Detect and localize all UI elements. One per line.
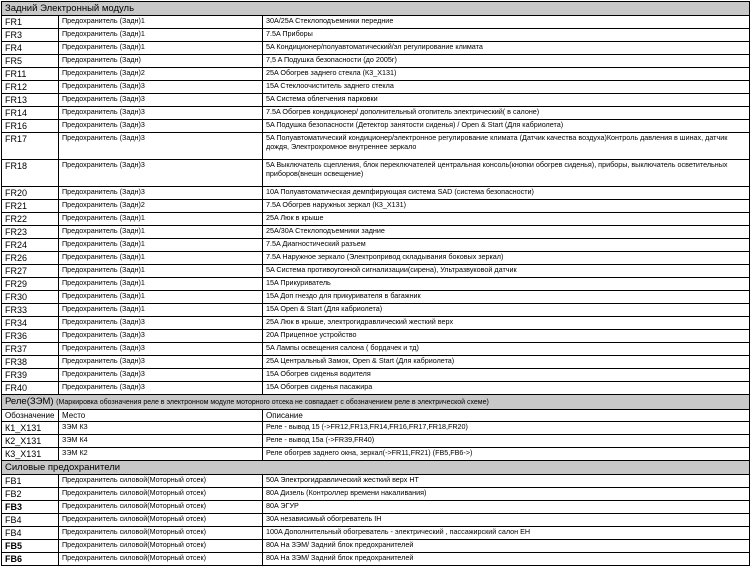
fuse-code: FR23 (2, 226, 59, 239)
section-title: Задний Электронный модуль (5, 3, 135, 14)
fuse-description: 25A Люк в крыше, электрогидравлический жесткий верх (263, 317, 750, 330)
power-fuse-row (2, 501, 750, 514)
fuse-description: 25A/30A Стеклоподъемники задние (263, 226, 750, 239)
column-header-place: Место (59, 410, 263, 422)
fuse-description: 15A Обогрев сиденья пасажира (263, 382, 750, 395)
section-title: Реле(ЗЭМ) (5, 396, 54, 407)
fuse-location: Предохранитель (Задн)3 (59, 81, 263, 94)
fuse-row (2, 133, 750, 160)
fuse-location: Предохранитель (Задн)3 (59, 369, 263, 382)
fuse-row (2, 382, 750, 395)
fuse-description: 100A Дополнительный обогреватель - электрический , пассажирский салон EH (263, 527, 750, 540)
fuse-code: FR30 (2, 291, 59, 304)
fuse-description: Реле - вывод 15a (->FR39,FR40) (263, 435, 750, 448)
fuse-location: Предохранитель (Задн)3 (59, 94, 263, 107)
fuse-row (2, 369, 750, 382)
fuse-description: 7.5A Диагностический разъем (263, 239, 750, 252)
fuse-code: К2_Х131 (2, 435, 59, 448)
fuse-code: FB3 (2, 501, 59, 514)
fuse-row (2, 55, 750, 68)
fuse-description: 50A Электрогидравлический жесткий верх HT (263, 475, 750, 488)
fuse-location: Предохранитель (Задн)3 (59, 133, 263, 160)
fuse-code: FR11 (2, 68, 59, 81)
fuse-description: 20A Прицепное устройство (263, 330, 750, 343)
fuse-description: 25A Центральный Замок, Open & Start (Для кабриолета) (263, 356, 750, 369)
fuse-location: Предохранитель (Задн)1 (59, 226, 263, 239)
section-title: Силовые предохранители (5, 462, 121, 473)
relay-row (2, 422, 750, 435)
fuse-description: 7.5A Обогрев наружных зеркал (К3_Х131) (263, 200, 750, 213)
fuse-description: 5A Полуавтоматический кондиционер/электронное регулирование климата (Датчик качества воздуха)Контроль давления в шинах, датчик дождя, Электрохромное внутреннее зеркало (263, 133, 750, 160)
section-power-fuses (2, 461, 750, 475)
fuse-description: 5A Выключатель сцепления, блок переключателей центральная консоль(кнопки обогрев сиденья), приборы, выключатель осветительных приборов(внешн освещение) (263, 160, 750, 187)
fuse-location: Предохранитель (Задн)3 (59, 107, 263, 120)
fuse-description: 7.5A Приборы (263, 29, 750, 42)
fuse-row (2, 356, 750, 369)
fuse-code: FR39 (2, 369, 59, 382)
fuse-location: Предохранитель (Задн)3 (59, 382, 263, 395)
column-header-code: Обозначение (2, 410, 59, 422)
fuse-row (2, 239, 750, 252)
fuse-description: 5A Система облегчения парковки (263, 94, 750, 107)
power-fuse-row (2, 514, 750, 527)
fuse-row (2, 160, 750, 187)
fuse-code: FR40 (2, 382, 59, 395)
fuse-location: Предохранитель (Задн)2 (59, 68, 263, 81)
fuse-code: FR22 (2, 213, 59, 226)
fuse-location: Предохранитель силовой(Моторный отсек) (59, 475, 263, 488)
section-relay-cell (2, 395, 750, 410)
fuse-code: FR27 (2, 265, 59, 278)
fuse-description: 80A ЭГУР (263, 501, 750, 514)
fuse-description: 80A На ЗЭМ/ Задний блок предохранителей (263, 540, 750, 553)
fuse-location: Предохранитель (Задн)2 (59, 200, 263, 213)
power-fuse-row (2, 540, 750, 553)
fuse-code: FB5 (2, 540, 59, 553)
fuse-description: 25A Люк в крыше (263, 213, 750, 226)
fuse-row (2, 42, 750, 55)
power-fuse-row (2, 475, 750, 488)
section-rear-module (2, 2, 750, 16)
fuse-code: FR21 (2, 200, 59, 213)
fuse-description: 30A/25A Стеклоподъемники передние (263, 16, 750, 29)
fuse-location: Предохранитель (Задн)1 (59, 42, 263, 55)
fuse-row (2, 278, 750, 291)
fuse-row (2, 94, 750, 107)
fuse-location: Предохранитель (Задн)3 (59, 317, 263, 330)
fuse-location: Предохранитель (Задн)1 (59, 29, 263, 42)
section-relay (2, 395, 750, 410)
fuse-description: 5A Кондиционер/полуавтоматический/эл регулирование климата (263, 42, 750, 55)
fuse-code: FB6 (2, 553, 59, 566)
fuse-location: Предохранитель силовой(Моторный отсек) (59, 514, 263, 527)
fuse-description: 15A Прикуриватель (263, 278, 750, 291)
fuse-location: Предохранитель (Задн)3 (59, 356, 263, 369)
fuse-table (1, 1, 750, 566)
fuse-row (2, 187, 750, 200)
fuse-row (2, 107, 750, 120)
fuse-description: 5A Система противоугонной сигнализации(сирена), Ультразвуковой датчик (263, 265, 750, 278)
fuse-code: FR13 (2, 94, 59, 107)
fuse-location: Предохранитель силовой(Моторный отсек) (59, 527, 263, 540)
fuse-code: FR17 (2, 133, 59, 160)
fuse-row (2, 330, 750, 343)
fuse-location: ЗЭМ К3 (59, 422, 263, 435)
fuse-location: Предохранитель (Задн)1 (59, 239, 263, 252)
fuse-description: 5A Подушка безопасности (Детектор занятости сиденья) / Open & Start (Для кабриолета) (263, 120, 750, 133)
fuse-row (2, 226, 750, 239)
fuse-description: 5A Лампы освещения салона ( бордачек и тд) (263, 343, 750, 356)
fuse-code: FR4 (2, 42, 59, 55)
fuse-description: 15A Стеклоочиститель заднего стекла (263, 81, 750, 94)
fuse-description: 80A На ЗЭМ/ Задний блок предохранителей (263, 553, 750, 566)
fuse-row (2, 265, 750, 278)
fuse-row (2, 252, 750, 265)
fuse-code: FR26 (2, 252, 59, 265)
fuse-description: 7,5 A Подушка безопасности (до 2005г) (263, 55, 750, 68)
fuse-code: FR33 (2, 304, 59, 317)
fuse-code: FR20 (2, 187, 59, 200)
fuse-row (2, 291, 750, 304)
fuse-location: Предохранитель силовой(Моторный отсек) (59, 540, 263, 553)
fuse-code: FR3 (2, 29, 59, 42)
fuse-row (2, 304, 750, 317)
fuse-code: FR18 (2, 160, 59, 187)
fuse-location: Предохранитель (Задн)3 (59, 330, 263, 343)
fuse-location: Предохранитель (Задн)1 (59, 278, 263, 291)
fuse-description: Реле - вывод 15 (->FR12,FR13,FR14,FR16,FR17,FR18,FR20) (263, 422, 750, 435)
fuse-description: 15A Обогрев сиденья водителя (263, 369, 750, 382)
fuse-row (2, 317, 750, 330)
section-power-fuses-cell (2, 461, 750, 475)
fuse-location: Предохранитель (Задн)1 (59, 16, 263, 29)
fuse-location: Предохранитель (Задн) (59, 55, 263, 68)
fuse-location: ЗЭМ К2 (59, 448, 263, 461)
fuse-row (2, 343, 750, 356)
fuse-location: Предохранитель (Задн)1 (59, 304, 263, 317)
fuse-description: 7.5A Обогрев кондиционер/ дополнительный отопитель электрический( в салоне) (263, 107, 750, 120)
fuse-location: Предохранитель (Задн)1 (59, 291, 263, 304)
fuse-code: FB4 (2, 527, 59, 540)
fuse-description: 80A Дизель (Контроллер времени накаливания) (263, 488, 750, 501)
fuse-location: Предохранитель (Задн)3 (59, 343, 263, 356)
fuse-row (2, 200, 750, 213)
power-fuse-row (2, 527, 750, 540)
fuse-location: Предохранитель (Задн)1 (59, 213, 263, 226)
fuse-location: Предохранитель силовой(Моторный отсек) (59, 501, 263, 514)
fuse-code: FR5 (2, 55, 59, 68)
fuse-code: FR37 (2, 343, 59, 356)
fuse-code: FB1 (2, 475, 59, 488)
fuse-code: FR12 (2, 81, 59, 94)
section-rear-module-cell (2, 2, 750, 16)
fuse-code: FR34 (2, 317, 59, 330)
fuse-code: FR16 (2, 120, 59, 133)
fuse-description: Реле обогрев заднего окна, зеркал(->FR11,FR21) (FB5,FB6->) (263, 448, 750, 461)
section-note: (Маркировка обозначения реле в электронном модуле моторного отсека не совпадает с обозначением реле в электрической схеме) (56, 399, 489, 406)
fuse-description: 15A Доп гнездо для прикуривателя в багажник (263, 291, 750, 304)
relay-row (2, 448, 750, 461)
fuse-code: К1_Х131 (2, 422, 59, 435)
fuse-row (2, 29, 750, 42)
fuse-location: Предохранитель (Задн)1 (59, 265, 263, 278)
fuse-location: Предохранитель (Задн)1 (59, 252, 263, 265)
fuse-location: Предохранитель силовой(Моторный отсек) (59, 488, 263, 501)
fuse-code: FB4 (2, 514, 59, 527)
fuse-description: 30A независимый обогреватель IH (263, 514, 750, 527)
fuse-row (2, 213, 750, 226)
fuse-row (2, 120, 750, 133)
fuse-code: К3_Х131 (2, 448, 59, 461)
relay-column-headers (2, 410, 750, 422)
fuse-code: FR29 (2, 278, 59, 291)
fuse-code: FR14 (2, 107, 59, 120)
fuse-row (2, 81, 750, 94)
fuse-location: ЗЭМ К4 (59, 435, 263, 448)
fuse-description: 25A Обогрев заднего стекла (К3_Х131) (263, 68, 750, 81)
fuse-code: FR36 (2, 330, 59, 343)
fuse-description: 10A Полуавтоматическая демпфирующая система SAD (система безопасности) (263, 187, 750, 200)
fuse-location: Предохранитель (Задн)3 (59, 187, 263, 200)
fuse-description: 15A Open & Start (Для кабриолета) (263, 304, 750, 317)
power-fuse-row (2, 488, 750, 501)
fuse-description: 7.5A Наружное зеркало (Электропривод складывания боковых зеркал) (263, 252, 750, 265)
fuse-row (2, 16, 750, 29)
fuse-location: Предохранитель (Задн)3 (59, 120, 263, 133)
fuse-code: FR24 (2, 239, 59, 252)
fuse-location: Предохранитель силовой(Моторный отсек) (59, 553, 263, 566)
fuse-code: FR1 (2, 16, 59, 29)
fuse-row (2, 68, 750, 81)
fuse-location: Предохранитель (Задн)3 (59, 160, 263, 187)
relay-row (2, 435, 750, 448)
fuse-code: FR38 (2, 356, 59, 369)
power-fuse-row (2, 553, 750, 566)
fuse-code: FB2 (2, 488, 59, 501)
column-header-desc: Описание (263, 410, 750, 422)
